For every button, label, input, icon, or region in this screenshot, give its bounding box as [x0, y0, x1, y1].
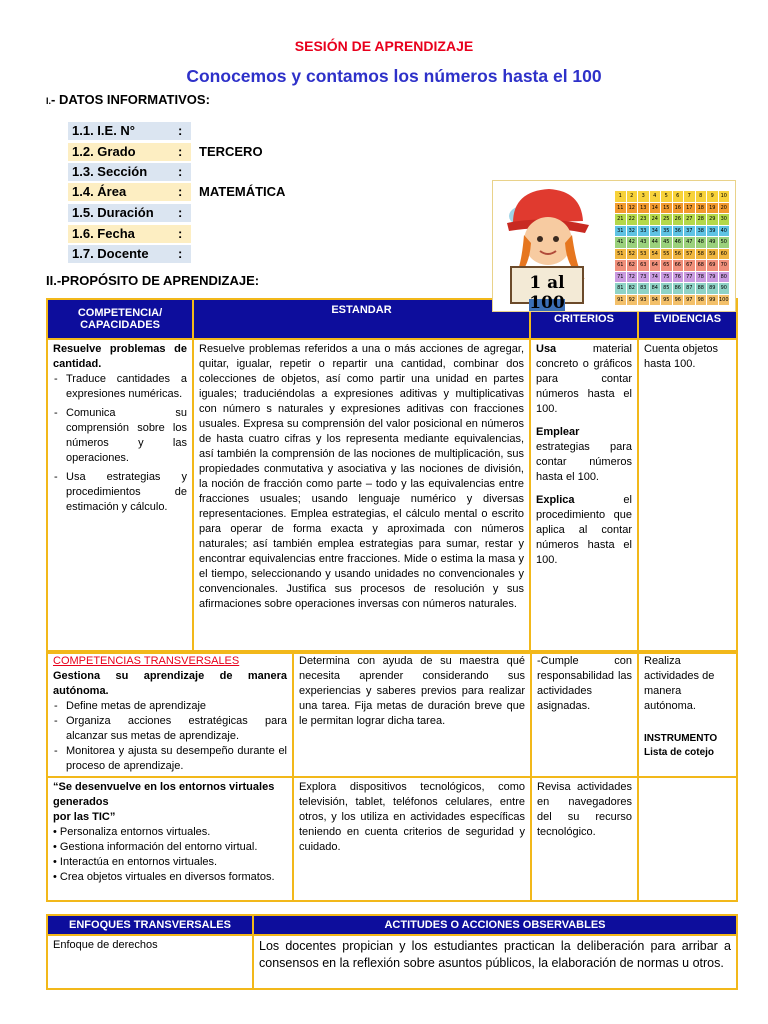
hundred-chart-cell: 8 — [696, 191, 707, 202]
hundred-chart-cell: 66 — [673, 260, 684, 271]
hundred-chart-cell: 64 — [650, 260, 661, 271]
hundred-chart-cell: 43 — [638, 237, 649, 248]
transversal-table — [46, 650, 738, 902]
capacidad-item: • Personaliza entornos virtuales. — [53, 825, 287, 840]
hundred-chart-cell: 37 — [684, 226, 695, 237]
hundred-chart-cell: 95 — [661, 295, 672, 306]
hundred-chart-cell: 7 — [684, 191, 695, 202]
criterio-verb: Emplear — [536, 426, 580, 438]
hundred-chart-cell: 39 — [707, 226, 718, 237]
hundred-chart-cell: 35 — [661, 226, 672, 237]
hundred-chart-cell: 69 — [707, 260, 718, 271]
hundred-chart-cell: 2 — [627, 191, 638, 202]
header-competencia: COMPETENCIA/ CAPACIDADES — [47, 299, 193, 339]
hundred-chart-cell: 36 — [673, 226, 684, 237]
hundred-chart-cell: 34 — [650, 226, 661, 237]
hundred-chart-cell: 62 — [627, 260, 638, 271]
sign-text: 1 al 100 — [529, 273, 565, 313]
hundred-chart-cell: 97 — [684, 295, 695, 306]
hundred-chart-cell: 16 — [673, 203, 684, 214]
info-colon: : — [178, 123, 183, 138]
capacidad-item: • Interactúa en entornos virtuales. — [53, 855, 287, 870]
header-actitudes: ACTITUDES O ACCIONES OBSERVABLES — [253, 915, 737, 935]
info-value-grado: TERCERO — [199, 144, 263, 159]
info-colon: : — [178, 164, 183, 179]
tic-title-line-2: por las TIC” — [53, 811, 116, 823]
hundred-chart-cell: 63 — [638, 260, 649, 271]
hundred-chart-cell: 42 — [627, 237, 638, 248]
info-colon: : — [178, 246, 183, 261]
hundred-chart-cell: 93 — [638, 295, 649, 306]
hundred-chart-cell: 55 — [661, 249, 672, 260]
transversal-evidencia-cell — [638, 651, 737, 777]
criterio-verb: Explica — [536, 494, 575, 506]
header-evidencias: EVIDENCIAS — [638, 299, 737, 339]
hundred-chart-cell: 85 — [661, 283, 672, 294]
hundred-chart-cell: 4 — [650, 191, 661, 202]
transversal-evidencia: Realiza actividades de manera autónoma. — [644, 655, 715, 712]
hundred-chart-cell: 49 — [707, 237, 718, 248]
hundred-chart-cell: 5 — [661, 191, 672, 202]
hundred-chart-cell: 86 — [673, 283, 684, 294]
hundred-chart-cell: 87 — [684, 283, 695, 294]
hundred-chart-cell: 47 — [684, 237, 695, 248]
info-value-area: MATEMÁTICA — [199, 184, 286, 199]
info-label: 1.4. Área — [72, 184, 127, 199]
info-label: 1.3. Sección — [72, 164, 148, 179]
criterios-cell — [530, 339, 638, 653]
tic-competencia-title — [53, 780, 287, 825]
hundred-chart-cell: 31 — [615, 226, 626, 237]
capacidad-item: • Crea objetos virtuales en diversos formatos. — [53, 870, 287, 885]
evidencias-cell: Cuenta objetos hasta 100. — [638, 339, 737, 653]
hundred-chart-cell: 81 — [615, 283, 626, 294]
header-enfoques: ENFOQUES TRANSVERSALES — [47, 915, 253, 935]
section-2-title: II.-PROPÓSITO DE APRENDIZAJE: — [46, 273, 260, 288]
tic-competencia-cell — [47, 777, 293, 901]
hundred-chart-cell: 75 — [661, 272, 672, 283]
hundred-chart-cell: 21 — [615, 214, 626, 225]
hundred-chart-cell: 84 — [650, 283, 661, 294]
hundred-chart-cell: 20 — [719, 203, 730, 214]
hundred-chart-cell: 1 — [615, 191, 626, 202]
hundred-chart-cell: 78 — [696, 272, 707, 283]
hundred-chart-cell: 38 — [696, 226, 707, 237]
info-label: 1.5. Duración — [72, 205, 154, 220]
hundred-chart-cell: 10 — [719, 191, 730, 202]
approaches-table — [46, 914, 738, 990]
info-label: 1.6. Fecha — [72, 226, 135, 241]
info-colon: : — [178, 226, 183, 241]
instrumento-value: Lista de cotejo — [644, 747, 715, 758]
hundred-chart-cell: 19 — [707, 203, 718, 214]
capacidad-item: - Usa estrategias y procedimientos de estimación y cálculo. — [66, 470, 187, 515]
hundred-chart-cell: 3 — [638, 191, 649, 202]
section-1-roman: I. — [46, 96, 52, 106]
info-colon: : — [178, 205, 183, 220]
hundred-chart-cell: 22 — [627, 214, 638, 225]
header-estandar: ESTANDAR — [193, 299, 530, 339]
section-1-title: - DATOS INFORMATIVOS: — [51, 92, 210, 107]
hundred-chart-cell: 89 — [707, 283, 718, 294]
competencia-cell — [47, 339, 193, 653]
info-row-docente — [68, 245, 191, 263]
hundred-chart-cell: 99 — [707, 295, 718, 306]
hundred-chart-cell: 15 — [661, 203, 672, 214]
transversal-competencia-title: Gestiona su aprendizaje de manera autónoma. — [53, 670, 287, 697]
hundred-chart-cell: 45 — [661, 237, 672, 248]
section-1-heading — [46, 92, 210, 107]
hundred-chart-cell: 29 — [707, 214, 718, 225]
hundred-chart-cell: 73 — [638, 272, 649, 283]
hundred-chart-cell: 59 — [707, 249, 718, 260]
estandar-cell: Resuelve problemas referidos a una o más acciones de agregar, quitar, igualar, repetir o repartir una cantidad, combinar dos colecciones de objetos, así como partir una unidad en partes iguales; traduciéndolas a expresiones aditivas y multiplicativas con número s naturales y expresiones aditivas con fracciones usuales. Expresa su comprensión del valor posicional en números de hasta cuatro cifras y los representa mediante equivalencias, así también la comprensión de las nociones de multiplicación, sus propiedades conmutativa y asociativa y las nociones de división, la noción de fracción como parte – todo y las equivalencias entre fracciones usuales; usando lenguaje numérico y diversas representaciones. Emplea estrategias, el cálculo mental o escrito para operar de forma exacta y aproximada con números naturales; así también emplea estrategias para sumar, restar y encontrar equivalencias entre fracciones. Mide o estima la masa y el tiempo, seleccionando y usando unidades no convencionales y convencionales. Justifica sus procesos de resolución y sus afirmaciones sobre operaciones inversas con números naturales. — [193, 339, 530, 653]
hundred-chart-cell: 71 — [615, 272, 626, 283]
session-title: SESIÓN DE APRENDIZAJE — [294, 38, 474, 54]
hundred-chart-cell: 17 — [684, 203, 695, 214]
transversal-desempeno-cell: Determina con ayuda de su maestra qué necesita aprender considerando sus experiencias y saberes previos para realizar una tarea. Fija metas de duración breve que le permitan lograr dicha tarea. — [293, 651, 531, 777]
hundred-chart-cell: 96 — [673, 295, 684, 306]
hundred-chart-cell: 80 — [719, 272, 730, 283]
hundred-chart-cell: 50 — [719, 237, 730, 248]
lesson-title: Conocemos y contamos los números hasta el 100 — [186, 66, 602, 86]
purpose-table — [46, 298, 738, 654]
hundred-chart-cell: 82 — [627, 283, 638, 294]
hundred-chart-cell: 88 — [696, 283, 707, 294]
instrumento-label: INSTRUMENTO — [644, 733, 718, 744]
hundred-chart-cell: 9 — [707, 191, 718, 202]
hundred-chart-cell: 79 — [707, 272, 718, 283]
capacidad-item: - Define metas de aprendizaje — [66, 699, 287, 714]
hundred-chart-cell: 14 — [650, 203, 661, 214]
criterio-text: el procedimiento que aplica al contar números hasta el 100. — [536, 494, 632, 566]
hundred-chart-cell: 13 — [638, 203, 649, 214]
hundred-chart-cell: 58 — [696, 249, 707, 260]
hundred-chart-cell: 67 — [684, 260, 695, 271]
hundred-chart-cell: 11 — [615, 203, 626, 214]
info-colon: : — [178, 144, 183, 159]
hundred-chart-cell: 92 — [627, 295, 638, 306]
hundred-chart-cell: 60 — [719, 249, 730, 260]
hundred-chart-cell: 90 — [719, 283, 730, 294]
hundred-chart-cell: 44 — [650, 237, 661, 248]
hundred-chart-cell: 51 — [615, 249, 626, 260]
hundred-chart-cell: 32 — [627, 226, 638, 237]
info-label: 1.2. Grado — [72, 144, 136, 159]
info-row-grado — [68, 143, 191, 161]
info-colon: : — [178, 184, 183, 199]
hundred-chart-cell: 77 — [684, 272, 695, 283]
tic-criterio-cell: Revisa actividades en navegadores del su recurso tecnológico. — [531, 777, 638, 901]
hundred-chart-cell: 61 — [615, 260, 626, 271]
hundred-chart-cell: 48 — [696, 237, 707, 248]
tic-desempeno-cell: Explora dispositivos tecnológicos, como televisión, tablet, teléfonos celulares, entre otros, y los utiliza en actividades específicas teniendo en cuenta criterios de seguridad y cuidado. — [293, 777, 531, 901]
tic-evidencia-cell — [638, 777, 737, 901]
transversal-criterio-cell: -Cumple con responsabilidad las actividades asignadas. — [531, 651, 638, 777]
hundred-chart-cell: 41 — [615, 237, 626, 248]
hundred-chart-cell: 98 — [696, 295, 707, 306]
transversal-label: COMPETENCIAS TRANSVERSALES — [53, 655, 240, 667]
tic-title-line-1: “Se desenvuelve en los entornos virtuales generados — [53, 781, 275, 808]
criterio-text: estrategias para contar números hasta el 100. — [536, 441, 632, 483]
transversal-competencia-cell — [47, 651, 293, 777]
hundred-chart-cell: 27 — [684, 214, 695, 225]
enfoque-cell: Enfoque de derechos — [47, 935, 253, 989]
hundred-chart-cell: 53 — [638, 249, 649, 260]
hundred-chart-cell: 83 — [638, 283, 649, 294]
info-label: 1.7. Docente — [72, 246, 149, 261]
criterio-text: material concreto o gráficos para contar números hasta el 100. — [536, 343, 632, 415]
actitud-cell: Los docentes propician y los estudiantes practican la deliberación para arribar a consensos en la reflexión sobre asuntos públicos, la elaboración de normas u otros. — [253, 935, 737, 989]
hundred-chart-cell: 70 — [719, 260, 730, 271]
criterio-verb: Usa — [536, 343, 557, 355]
hundred-chart-cell: 76 — [673, 272, 684, 283]
hundred-chart-cell: 68 — [696, 260, 707, 271]
info-row-seccion — [68, 163, 191, 181]
hundred-chart-cell: 57 — [684, 249, 695, 260]
competencia-title: Resuelve problemas de cantidad. — [53, 343, 187, 370]
hundred-chart-cell: 25 — [661, 214, 672, 225]
hundred-chart-cell: 33 — [638, 226, 649, 237]
hundred-chart-cell: 12 — [627, 203, 638, 214]
hundred-chart-cell: 94 — [650, 295, 661, 306]
capacidad-item: • Gestiona información del entorno virtual. — [53, 840, 287, 855]
hundred-chart-cell: 24 — [650, 214, 661, 225]
info-row-ie — [68, 122, 191, 140]
hundred-chart-cell: 65 — [661, 260, 672, 271]
capacidad-item: - Organiza acciones estratégicas para alcanzar sus metas de aprendizaje. — [66, 714, 287, 744]
hundred-chart-cell: 46 — [673, 237, 684, 248]
hundred-chart-cell: 100 — [719, 295, 730, 306]
hundred-chart-cell: 40 — [719, 226, 730, 237]
hundred-chart-cell: 26 — [673, 214, 684, 225]
info-row-area — [68, 183, 191, 201]
hundred-chart-cell: 72 — [627, 272, 638, 283]
hundred-chart-cell: 54 — [650, 249, 661, 260]
info-row-duracion — [68, 204, 191, 222]
info-row-fecha — [68, 225, 191, 243]
hundred-chart-cell: 28 — [696, 214, 707, 225]
info-label: 1.1. I.E. N° — [72, 123, 136, 138]
hundred-chart-cell: 23 — [638, 214, 649, 225]
hundred-chart-cell: 74 — [650, 272, 661, 283]
hundred-chart-cell: 56 — [673, 249, 684, 260]
hundred-chart-cell: 30 — [719, 214, 730, 225]
capacidad-item: - Traduce cantidades a expresiones numéricas. — [66, 372, 187, 402]
counting-illustration — [492, 180, 736, 312]
hundred-chart-cell: 91 — [615, 295, 626, 306]
hundred-chart-cell: 18 — [696, 203, 707, 214]
hundred-chart-cell: 6 — [673, 191, 684, 202]
capacidad-item: - Monitorea y ajusta su desempeño durante el proceso de aprendizaje. — [66, 744, 287, 774]
hundred-chart — [615, 191, 729, 305]
capacidad-item: - Comunica su comprensión sobre los números y las operaciones. — [66, 406, 187, 466]
hundred-chart-cell: 52 — [627, 249, 638, 260]
header-criterios: CRITERIOS — [530, 299, 638, 339]
